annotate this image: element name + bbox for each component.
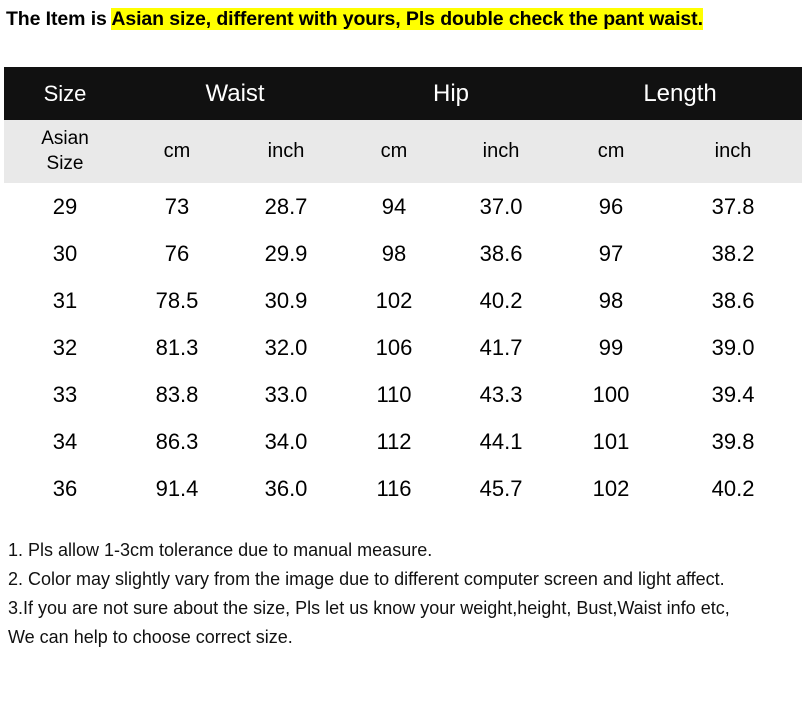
cell-waist-cm: 83.8 bbox=[126, 371, 228, 418]
cell-hip-inch: 41.7 bbox=[444, 324, 558, 371]
cell-waist-cm: 73 bbox=[126, 183, 228, 230]
header-asian-size-line1: Asian bbox=[41, 128, 89, 150]
cell-length-cm: 102 bbox=[558, 465, 664, 512]
table-row bbox=[4, 183, 802, 230]
table-row bbox=[4, 371, 802, 418]
cell-waist-cm: 76 bbox=[126, 230, 228, 277]
table-row bbox=[4, 277, 802, 324]
notes-section bbox=[0, 536, 806, 653]
note-item: 1. Pls allow 1-3cm tolerance due to manual measure. bbox=[8, 540, 433, 560]
cell-length-cm: 101 bbox=[558, 418, 664, 465]
cell-size: 34 bbox=[4, 418, 126, 465]
cell-hip-cm: 98 bbox=[344, 230, 444, 277]
table-row bbox=[4, 465, 802, 512]
cell-length-inch: 39.8 bbox=[664, 418, 802, 465]
cell-waist-inch: 33.0 bbox=[228, 371, 344, 418]
cell-waist-inch: 36.0 bbox=[228, 465, 344, 512]
cell-waist-inch: 30.9 bbox=[228, 277, 344, 324]
cell-length-cm: 99 bbox=[558, 324, 664, 371]
cell-hip-inch: 40.2 bbox=[444, 277, 558, 324]
cell-length-inch: 39.4 bbox=[664, 371, 802, 418]
header-waist-inch: inch bbox=[228, 120, 344, 183]
cell-hip-cm: 116 bbox=[344, 465, 444, 512]
cell-hip-inch: 38.6 bbox=[444, 230, 558, 277]
header-hip-cm: cm bbox=[344, 120, 444, 183]
note-item: We can help to choose correct size. bbox=[8, 627, 293, 648]
cell-size: 36 bbox=[4, 465, 126, 512]
table-header-units bbox=[4, 120, 802, 183]
cell-hip-cm: 112 bbox=[344, 418, 444, 465]
table-row bbox=[4, 230, 802, 277]
cell-hip-cm: 106 bbox=[344, 324, 444, 371]
cell-size: 29 bbox=[4, 183, 126, 230]
cell-hip-inch: 45.7 bbox=[444, 465, 558, 512]
cell-hip-cm: 110 bbox=[344, 371, 444, 418]
note-item: 2. Color may slightly vary from the image due to different computer screen and light affect. bbox=[8, 569, 725, 590]
header-waist: Waist bbox=[126, 67, 344, 120]
header-waist-cm: cm bbox=[126, 120, 228, 183]
notice-plain-text: The Item is bbox=[6, 8, 112, 30]
table-header-groups bbox=[4, 67, 802, 120]
cell-size: 31 bbox=[4, 277, 126, 324]
cell-hip-cm: 94 bbox=[344, 183, 444, 230]
cell-hip-cm: 102 bbox=[344, 277, 444, 324]
cell-length-inch: 38.6 bbox=[664, 277, 802, 324]
cell-length-inch: 37.8 bbox=[664, 183, 802, 230]
size-table bbox=[4, 67, 802, 512]
cell-waist-cm: 86.3 bbox=[126, 418, 228, 465]
cell-waist-inch: 28.7 bbox=[228, 183, 344, 230]
cell-waist-inch: 29.9 bbox=[228, 230, 344, 277]
cell-hip-inch: 37.0 bbox=[444, 183, 558, 230]
cell-waist-inch: 34.0 bbox=[228, 418, 344, 465]
header-asian-size bbox=[4, 120, 126, 183]
header-hip: Hip bbox=[344, 67, 558, 120]
cell-size: 32 bbox=[4, 324, 126, 371]
note-item: 3.If you are not sure about the size, Pls let us know your weight,height, Bust,Waist info etc, bbox=[8, 598, 730, 619]
cell-length-inch: 39.0 bbox=[664, 324, 802, 371]
header-length-cm: cm bbox=[558, 120, 664, 183]
cell-waist-cm: 81.3 bbox=[126, 324, 228, 371]
cell-length-cm: 100 bbox=[558, 371, 664, 418]
cell-size: 30 bbox=[4, 230, 126, 277]
header-length-inch: inch bbox=[664, 120, 802, 183]
header-length: Length bbox=[558, 67, 802, 120]
header-hip-inch: inch bbox=[444, 120, 558, 183]
table-row bbox=[4, 324, 802, 371]
cell-waist-cm: 78.5 bbox=[126, 277, 228, 324]
cell-length-cm: 97 bbox=[558, 230, 664, 277]
header-size: Size bbox=[4, 67, 126, 120]
notice-highlighted-text: Asian size, different with yours, Pls double check the pant waist. bbox=[111, 8, 703, 30]
cell-length-cm: 98 bbox=[558, 277, 664, 324]
cell-waist-cm: 91.4 bbox=[126, 465, 228, 512]
cell-hip-inch: 43.3 bbox=[444, 371, 558, 418]
cell-size: 33 bbox=[4, 371, 126, 418]
cell-hip-inch: 44.1 bbox=[444, 418, 558, 465]
size-table-container bbox=[0, 67, 806, 512]
cell-waist-inch: 32.0 bbox=[228, 324, 344, 371]
header-asian-size-line2: Size bbox=[46, 152, 84, 174]
cell-length-inch: 40.2 bbox=[664, 465, 802, 512]
asian-size-notice bbox=[0, 0, 806, 31]
cell-length-inch: 38.2 bbox=[664, 230, 802, 277]
table-row bbox=[4, 418, 802, 465]
cell-length-cm: 96 bbox=[558, 183, 664, 230]
